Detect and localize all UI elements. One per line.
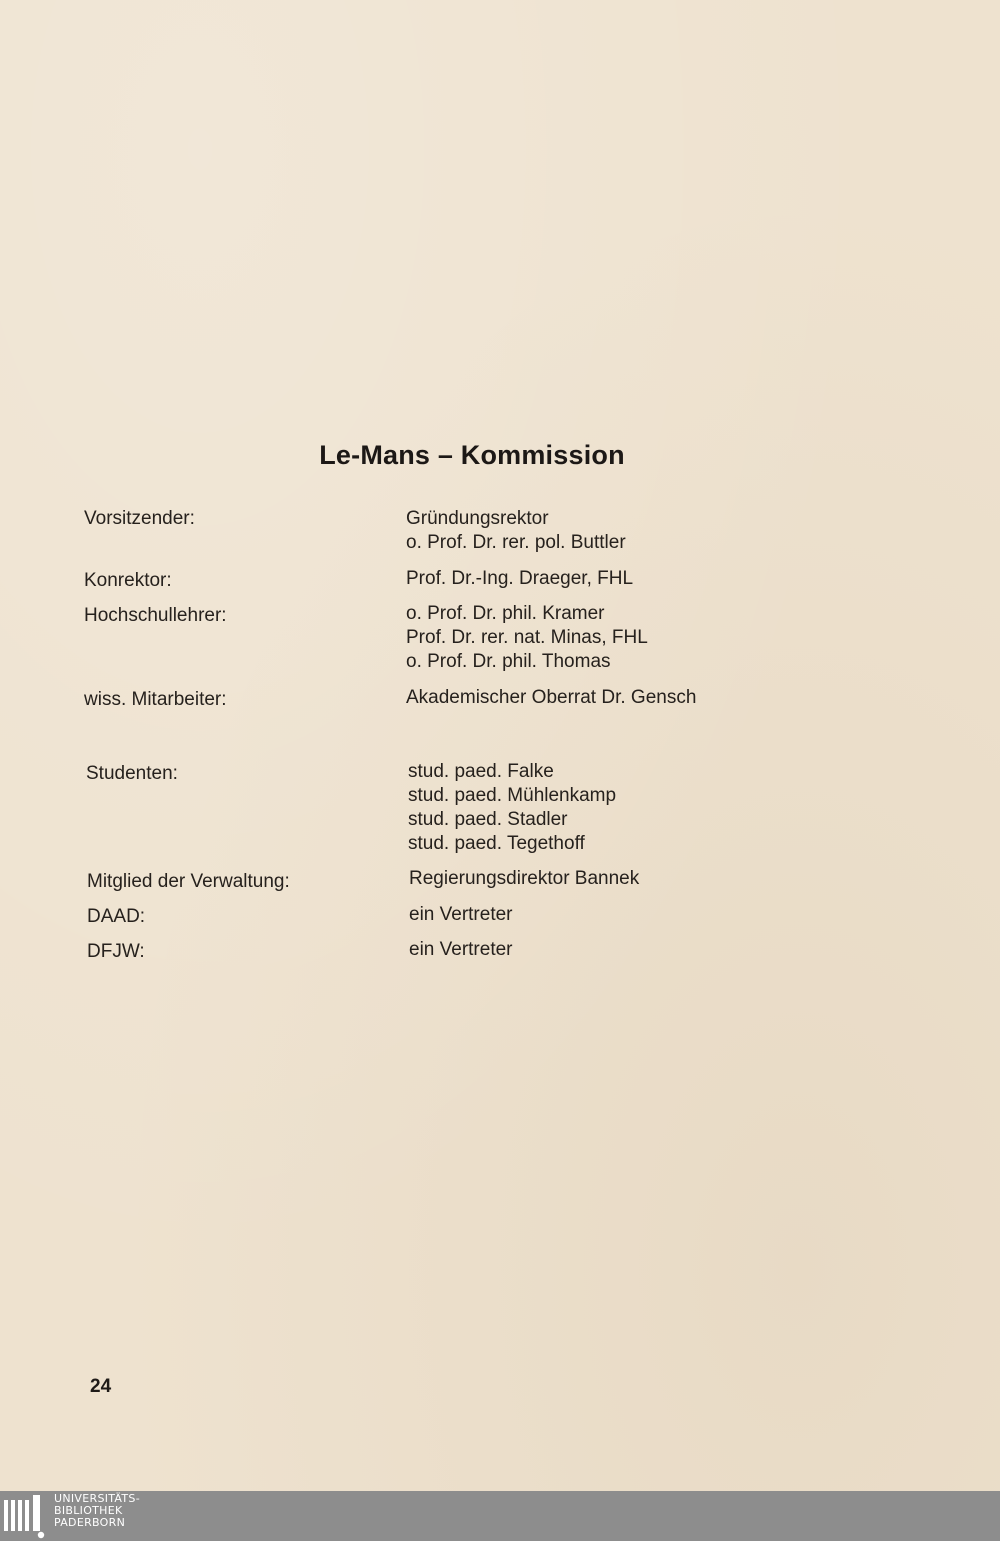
row-label-hochschullehrer: Hochschullehrer:	[84, 605, 227, 626]
library-name-line-1: UNIVERSITÄTS-	[54, 1492, 140, 1505]
library-name-line-3: PADERBORN	[54, 1516, 126, 1529]
row-value-hochschullehrer-2: Prof. Dr. rer. nat. Minas, FHL	[406, 627, 648, 648]
row-value-hochschullehrer-1: o. Prof. Dr. phil. Kramer	[406, 603, 605, 624]
row-value-daad-1: ein Vertreter	[409, 904, 513, 925]
row-value-studenten-2: stud. paed. Mühlenkamp	[408, 785, 617, 806]
row-value-konrektor-1: Prof. Dr.-Ing. Draeger, FHL	[406, 568, 634, 589]
row-value-studenten-1: stud. paed. Falke	[408, 761, 554, 782]
row-label-mitglied-der-verwaltung: Mitglied der Verwaltung:	[87, 871, 290, 892]
row-value-hochschullehrer-3: o. Prof. Dr. phil. Thomas	[406, 651, 611, 672]
row-label-dfjw: DFJW:	[87, 941, 145, 962]
page-title: Le-Mans – Kommission	[319, 440, 625, 470]
row-value-dfjw-1: ein Vertreter	[409, 939, 513, 960]
row-value-studenten-3: stud. paed. Stadler	[408, 809, 568, 830]
row-value-wiss-mitarbeiter-1: Akademischer Oberrat Dr. Gensch	[406, 687, 697, 708]
row-value-studenten-4: stud. paed. Tegethoff	[408, 833, 585, 854]
library-name-line-2: BIBLIOTHEK	[54, 1504, 123, 1517]
row-label-wiss-mitarbeiter: wiss. Mitarbeiter:	[84, 689, 227, 710]
row-label-daad: DAAD:	[87, 906, 146, 927]
row-label-studenten: Studenten:	[86, 763, 178, 784]
page-number: 24	[90, 1376, 112, 1397]
row-value-mitglied-der-verwaltung-1: Regierungsdirektor Bannek	[409, 868, 640, 889]
row-value-vorsitzender-2: o. Prof. Dr. rer. pol. Buttler	[406, 532, 626, 553]
library-bars-logo-icon	[0, 1491, 48, 1541]
row-label-vorsitzender: Vorsitzender:	[84, 508, 195, 529]
row-value-vorsitzender-1: Gründungsrektor	[406, 508, 549, 529]
library-footer-bar	[0, 1491, 1000, 1541]
row-label-konrektor: Konrektor:	[84, 570, 172, 591]
library-name	[54, 1493, 140, 1529]
